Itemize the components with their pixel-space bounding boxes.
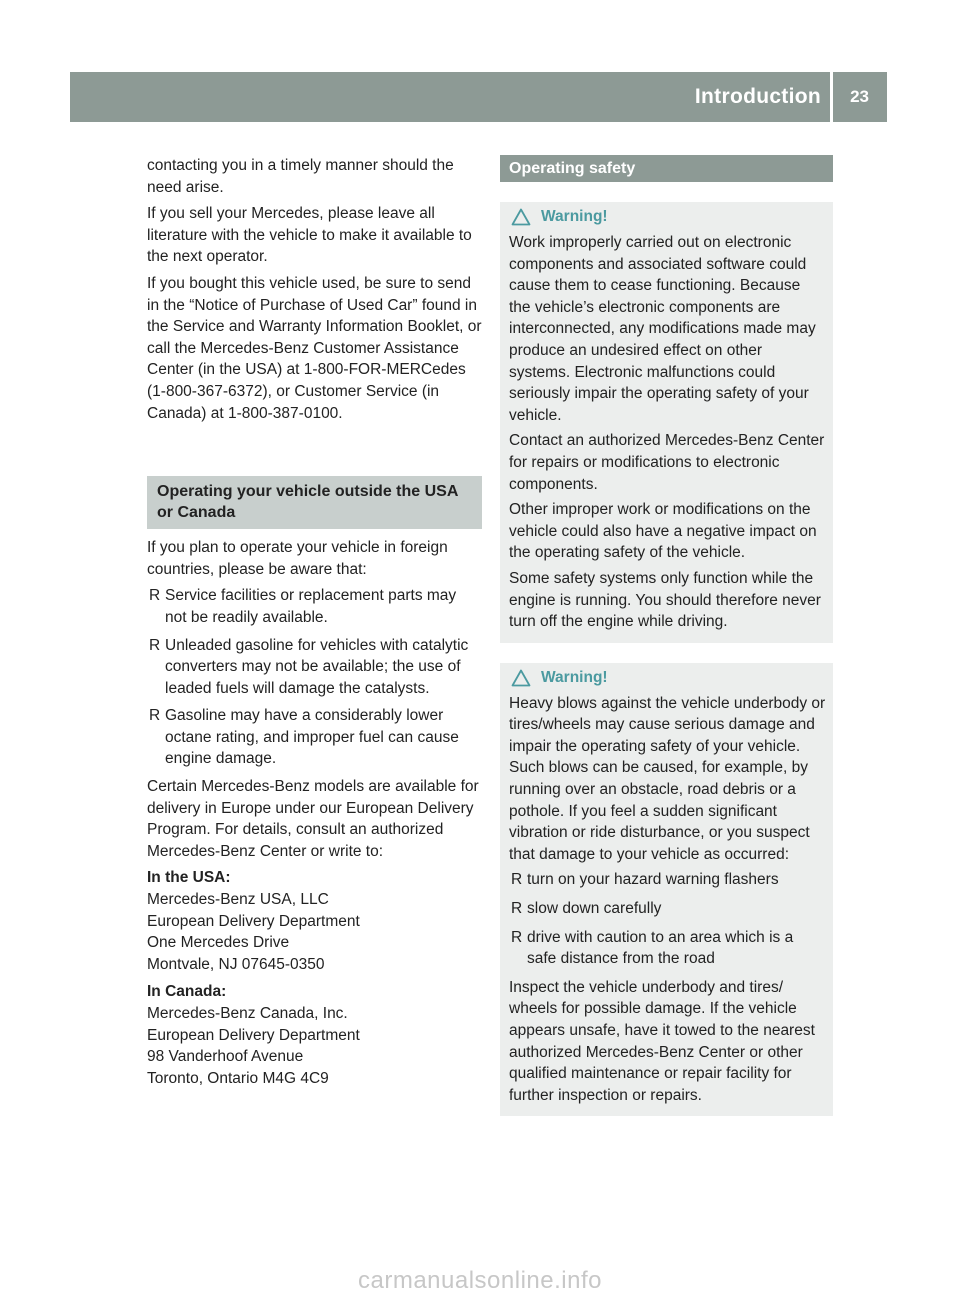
paragraph: Work improperly carried out on electronic components and associated software could cause them to cease functioning. Because the vehicle’s electronic components are interconnected, any modifications made may produce an undesired effect on other systems. Electronic malfunctions could seriously impair the operating safety of your vehicle.	[509, 234, 816, 424]
address-title: In Canada:	[147, 983, 227, 1001]
paragraph: contacting you in a timely manner should the need arise.	[147, 157, 454, 196]
list-item-text: slow down carefully	[527, 900, 662, 918]
bullet-icon: R	[511, 928, 523, 946]
paragraph: Heavy blows against the vehicle underbody or tires/wheels may cause serious damage and impair the operating safety of your vehicle. Such blows can be caused, for example, by running over an obstacle, road debris or a pothole. If you feel a sudden significant vibration or ride disturbance, or you suspect that damage to your vehicle as occurred:	[509, 694, 826, 863]
address-line: European Delivery Department	[147, 912, 360, 930]
page-number: 23	[850, 87, 869, 106]
list-item	[147, 705, 482, 770]
header-divider	[830, 72, 833, 122]
paragraph: If you sell your Mercedes, please leave all literature with the vehicle to make it available to the next operator.	[147, 205, 472, 266]
warning-box-electronics	[500, 202, 833, 643]
list-item	[147, 585, 482, 628]
section-heading-outside-usa: Operating your vehicle outside the USA or Canada	[147, 476, 482, 529]
list-item	[509, 927, 826, 970]
address-line: 98 Vanderhoof Avenue	[147, 1048, 304, 1066]
warning-box-underbody	[500, 663, 833, 1117]
right-column	[500, 155, 833, 1136]
paragraph: Certain Mercedes-Benz models are available for delivery in Europe under our European Delivery Program. For details, consult an authorized Mercedes-Benz Center or write to:	[147, 778, 479, 860]
bullet-icon: R	[511, 871, 523, 889]
address-canada	[147, 981, 482, 1089]
page-header	[70, 72, 887, 122]
warning-title: Warning!	[541, 668, 608, 686]
list-item-text: turn on your hazard warning flashers	[527, 871, 779, 889]
list-item	[147, 635, 482, 700]
address-line: European Delivery Department	[147, 1026, 360, 1044]
bullet-icon: R	[149, 707, 161, 725]
address-line: One Mercedes Drive	[147, 934, 290, 952]
warning-triangle-icon	[511, 208, 531, 226]
list-item	[509, 898, 826, 920]
address-line: Mercedes-Benz USA, LLC	[147, 891, 329, 909]
paragraph: If you plan to operate your vehicle in foreign countries, please be aware that:	[147, 539, 448, 578]
section-heading-operating-safety: Operating safety	[500, 155, 833, 182]
list-item-text: drive with caution to an area which is a safe distance from the road	[527, 928, 794, 968]
paragraph: Inspect the vehicle underbody and tires/ wheels for possible damage. If the vehicle appears unsafe, have it towed to the nearest authorized Mercedes-Benz Center or other qualified maintenance or repair facility for further inspection or repairs.	[509, 978, 815, 1104]
bullet-icon: R	[511, 900, 523, 918]
address-line: Mercedes-Benz Canada, Inc.	[147, 1005, 348, 1022]
address-line: Toronto, Ontario M4G 4C9	[147, 1069, 329, 1087]
warning-heading	[511, 667, 826, 689]
left-column	[147, 155, 482, 1095]
list-item-text: Service facilities or replacement parts may not be readily available.	[165, 587, 457, 626]
list-item-text: Gasoline may have a considerably lower octane rating, and improper fuel can cause engine damage.	[165, 707, 459, 768]
watermark: carmanualsonline.info	[358, 1267, 602, 1294]
bullet-icon: R	[149, 587, 161, 605]
paragraph: If you bought this vehicle used, be sure to send in the “Notice of Purchase of Used Car” found in the Service and Warranty Information Booklet, or call the Mercedes-Benz Customer Assistance Center (in the USA) at 1-800-FOR-MERCedes (1-800-367-6372), or Customer Service (in Canada) at 1-800-387-0100.	[147, 274, 482, 422]
warning-triangle-icon	[511, 669, 531, 687]
list-item	[509, 869, 826, 891]
warning-heading	[511, 206, 826, 228]
address-title: In the USA:	[147, 869, 231, 887]
chapter-title: Introduction	[694, 85, 821, 108]
list-item-text: Unleaded gasoline for vehicles with catalytic converters may not be available; the use of leaded fuels will damage the catalysts.	[165, 636, 469, 697]
bullet-icon: R	[149, 636, 161, 654]
warning-title: Warning!	[541, 208, 608, 226]
address-usa	[147, 867, 482, 975]
paragraph: Contact an authorized Mercedes-Benz Center for repairs or modifications to electronic components.	[509, 432, 825, 493]
address-line: Montvale, NJ 07645-0350	[147, 955, 325, 973]
paragraph: Some safety systems only function while the engine is running. You should therefore never turn off the engine while driving.	[509, 569, 821, 631]
paragraph: Other improper work or modifications on the vehicle could also have a negative impact on the operating safety of the vehicle.	[509, 501, 817, 562]
